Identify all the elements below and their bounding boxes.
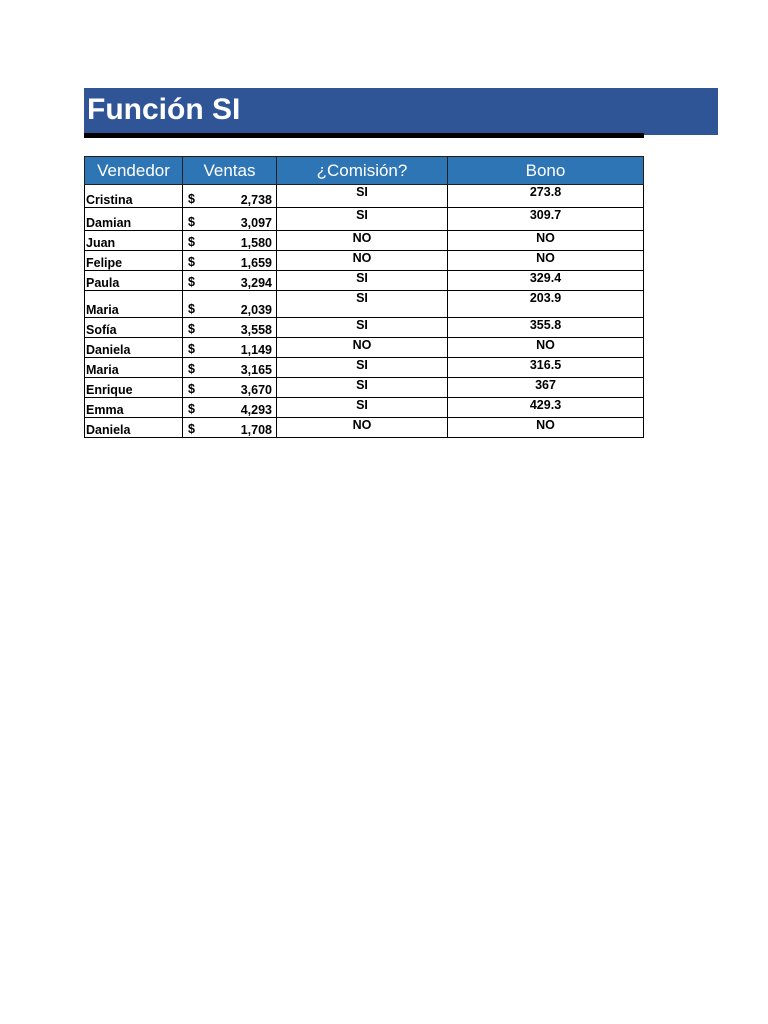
cell-bono[interactable]: NO	[448, 251, 644, 271]
table-row	[85, 338, 644, 358]
currency-symbol: $	[188, 192, 195, 206]
currency-symbol: $	[188, 402, 195, 416]
table-row	[85, 185, 644, 208]
table-row	[85, 271, 644, 291]
cell-vendedor[interactable]: Sofía	[85, 318, 183, 338]
cell-vendedor[interactable]: Paula	[85, 271, 183, 291]
table-header-row	[85, 157, 644, 185]
header-ventas: Ventas	[183, 157, 277, 185]
cell-ventas[interactable]	[183, 271, 277, 291]
ventas-value: 3,670	[240, 383, 272, 397]
cell-bono[interactable]: 316.5	[448, 358, 644, 378]
cell-vendedor[interactable]: Maria	[85, 358, 183, 378]
ventas-value: 2,738	[240, 193, 272, 207]
table-row	[85, 231, 644, 251]
cell-vendedor[interactable]: Damian	[85, 208, 183, 231]
cell-comision[interactable]: SI	[277, 271, 448, 291]
cell-bono[interactable]: 273.8	[448, 185, 644, 208]
currency-symbol: $	[188, 362, 195, 376]
cell-vendedor[interactable]: Felipe	[85, 251, 183, 271]
ventas-value: 2,039	[240, 303, 272, 317]
cell-comision[interactable]: SI	[277, 398, 448, 418]
cell-bono[interactable]: 309.7	[448, 208, 644, 231]
currency-symbol: $	[188, 235, 195, 249]
currency-symbol: $	[188, 322, 195, 336]
ventas-value: 3,165	[240, 363, 272, 377]
cell-ventas[interactable]	[183, 338, 277, 358]
ventas-value: 3,097	[240, 216, 272, 230]
ventas-value: 1,659	[240, 256, 272, 270]
cell-ventas[interactable]	[183, 418, 277, 438]
currency-symbol: $	[188, 255, 195, 269]
cell-vendedor[interactable]: Emma	[85, 398, 183, 418]
table-row	[85, 418, 644, 438]
table-row	[85, 208, 644, 231]
cell-comision[interactable]: SI	[277, 318, 448, 338]
currency-symbol: $	[188, 342, 195, 356]
cell-bono[interactable]: NO	[448, 231, 644, 251]
cell-comision[interactable]: NO	[277, 251, 448, 271]
cell-bono[interactable]: 355.8	[448, 318, 644, 338]
cell-vendedor[interactable]: Juan	[85, 231, 183, 251]
table-row	[85, 398, 644, 418]
currency-symbol: $	[188, 215, 195, 229]
ventas-value: 1,580	[240, 236, 272, 250]
header-vendedor: Vendedor	[85, 157, 183, 185]
cell-vendedor[interactable]: Daniela	[85, 418, 183, 438]
title-banner	[84, 88, 718, 135]
cell-comision[interactable]: NO	[277, 418, 448, 438]
header-comision: ¿Comisión?	[277, 157, 448, 185]
table-row	[85, 378, 644, 398]
cell-ventas[interactable]	[183, 398, 277, 418]
cell-ventas[interactable]	[183, 185, 277, 208]
table-row	[85, 358, 644, 378]
cell-comision[interactable]: SI	[277, 358, 448, 378]
currency-symbol: $	[188, 382, 195, 396]
currency-symbol: $	[188, 422, 195, 436]
cell-bono[interactable]: 203.9	[448, 291, 644, 318]
cell-bono[interactable]: NO	[448, 418, 644, 438]
page-title: Función SI	[87, 93, 241, 126]
cell-ventas[interactable]	[183, 251, 277, 271]
cell-comision[interactable]: NO	[277, 338, 448, 358]
cell-vendedor[interactable]: Enrique	[85, 378, 183, 398]
cell-ventas[interactable]	[183, 291, 277, 318]
cell-comision[interactable]: SI	[277, 185, 448, 208]
cell-ventas[interactable]	[183, 208, 277, 231]
cell-bono[interactable]: NO	[448, 338, 644, 358]
cell-ventas[interactable]	[183, 231, 277, 251]
cell-ventas[interactable]	[183, 358, 277, 378]
table-row	[85, 251, 644, 271]
cell-vendedor[interactable]: Cristina	[85, 185, 183, 208]
cell-bono[interactable]: 367	[448, 378, 644, 398]
currency-symbol: $	[188, 302, 195, 316]
cell-vendedor[interactable]: Daniela	[85, 338, 183, 358]
ventas-value: 1,708	[240, 423, 272, 437]
ventas-value: 4,293	[240, 403, 272, 417]
cell-bono[interactable]: 329.4	[448, 271, 644, 291]
ventas-value: 1,149	[240, 343, 272, 357]
currency-symbol: $	[188, 275, 195, 289]
cell-comision[interactable]: SI	[277, 291, 448, 318]
cell-bono[interactable]: 429.3	[448, 398, 644, 418]
cell-vendedor[interactable]: Maria	[85, 291, 183, 318]
table-row	[85, 318, 644, 338]
ventas-value: 3,558	[240, 323, 272, 337]
header-bono: Bono	[448, 157, 644, 185]
title-underline	[84, 133, 644, 138]
cell-comision[interactable]: SI	[277, 378, 448, 398]
table-row	[85, 291, 644, 318]
cell-comision[interactable]: NO	[277, 231, 448, 251]
sales-table	[84, 156, 644, 438]
ventas-value: 3,294	[240, 276, 272, 290]
cell-ventas[interactable]	[183, 378, 277, 398]
cell-comision[interactable]: SI	[277, 208, 448, 231]
cell-ventas[interactable]	[183, 318, 277, 338]
